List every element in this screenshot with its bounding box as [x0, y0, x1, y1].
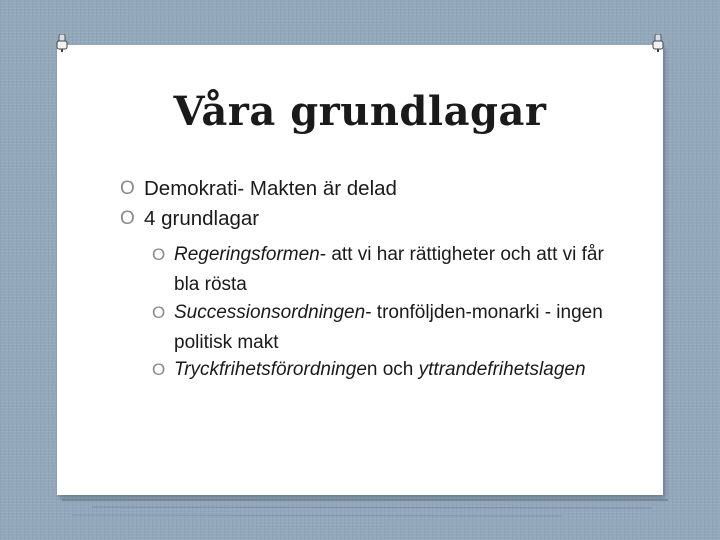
sub-bullet-item: [152, 355, 612, 385]
bullet-marker: O: [152, 360, 166, 379]
law-description: n och: [366, 359, 419, 380]
law-name: yttrandefrihetslagen: [418, 359, 586, 380]
bullet-marker: O: [120, 178, 135, 199]
law-name: Regeringsformen: [174, 244, 320, 265]
law-name: Tryckfrihetsförordninge: [174, 359, 367, 380]
bullet-item: [120, 204, 259, 234]
bullet-marker: O: [152, 245, 166, 264]
bullet-text: Demokrati- Makten är delad: [144, 177, 397, 200]
law-description: - att vi har rättigheter och att vi får bla rösta: [174, 244, 604, 295]
sub-bullet-item: [152, 240, 612, 300]
bullet-item: [120, 174, 397, 204]
sub-bullet-item: [152, 298, 612, 358]
bullet-marker: O: [120, 208, 135, 229]
law-description: - tronföljden-monarki - ingen politisk makt: [174, 302, 603, 353]
slide-title: Våra grundlagar: [173, 88, 547, 135]
bullet-text: 4 grundlagar: [144, 207, 260, 230]
law-name: Successionsordningen: [174, 302, 366, 323]
bullet-marker: O: [152, 303, 166, 322]
